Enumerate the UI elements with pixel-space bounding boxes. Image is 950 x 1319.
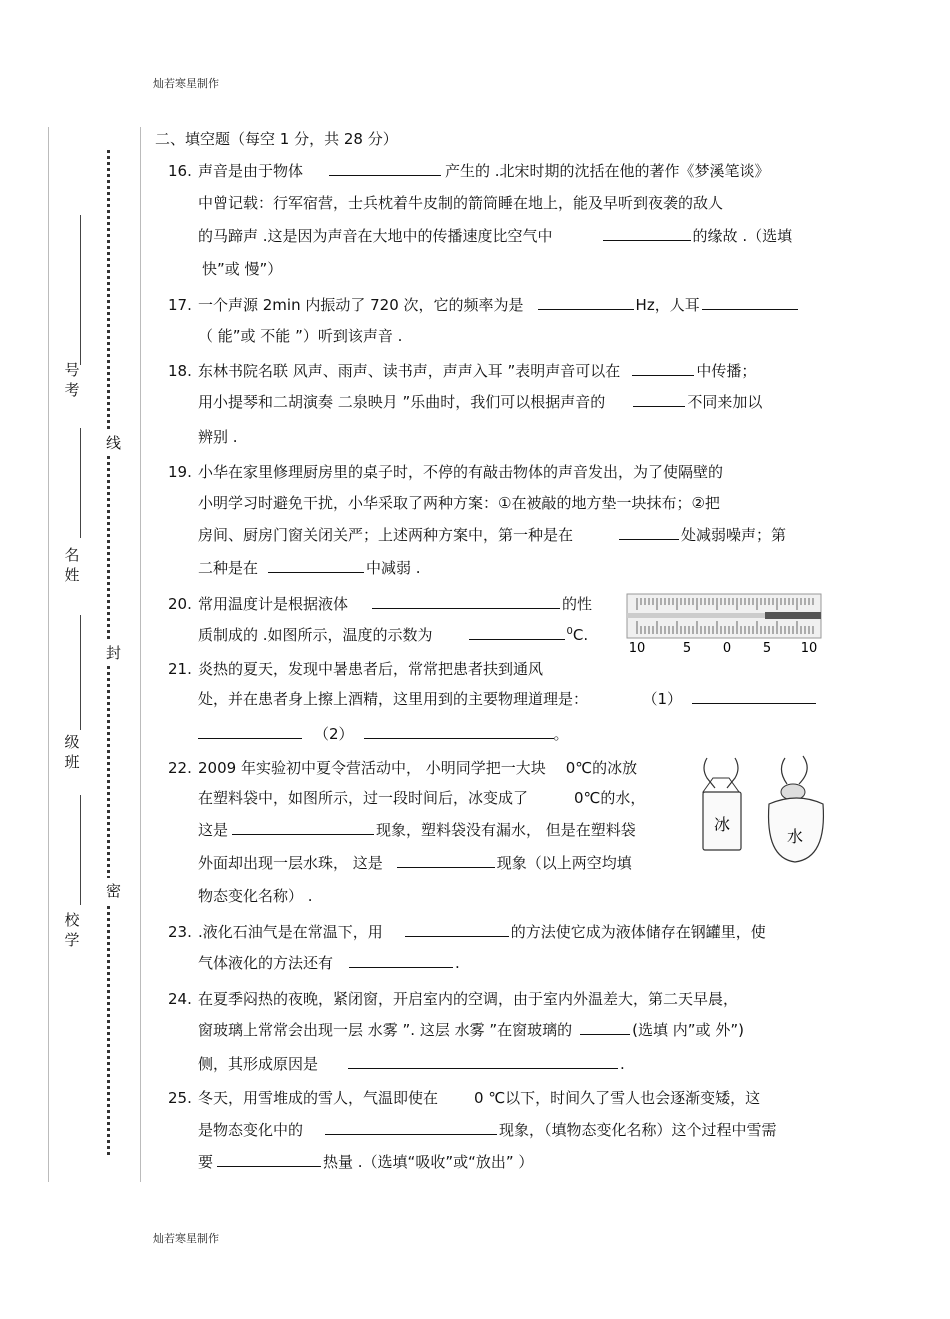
text: 0℃的水， [574, 789, 646, 807]
q22-line-5: 物态变化名称） . [198, 887, 313, 905]
label-class: 级班 [64, 733, 80, 771]
q22-line-3 [198, 819, 636, 840]
q16-line-1 [168, 160, 770, 181]
text: 现象，塑料袋没有漏水， 但是在塑料袋 [376, 821, 636, 839]
seal-word-secret: 密 [106, 878, 121, 903]
text: 声音是由于物体 [198, 162, 304, 180]
hand-right [799, 756, 807, 784]
answer-blank[interactable] [372, 594, 560, 609]
text: 冬天，用雪堆成的雪人，气温即使在 [198, 1089, 439, 1107]
label-school: 校学 [64, 911, 80, 949]
question-number: 17. [168, 296, 192, 314]
q20-line-2 [198, 624, 588, 645]
text: Hz，人耳 [635, 296, 700, 314]
question-number: 23. [168, 923, 192, 941]
answer-blank[interactable] [692, 689, 816, 704]
answer-blank[interactable] [405, 922, 509, 937]
q17-line-2: （ 能”或 不能 ”）听到该声音 . [198, 327, 403, 345]
text: 炎热的夏天，发现中暑患者后，常常把患者扶到通风 [198, 660, 544, 678]
thermometer-figure [625, 590, 825, 658]
q21-line-1 [168, 658, 543, 679]
text: 现象，（填物态变化名称）这个过程中雪需 [499, 1121, 777, 1139]
question-number: 19. [168, 463, 192, 481]
text: 小华在家里修理厨房里的桌子时，不停的有敲击物体的声音发出，为了使隔壁的 [198, 463, 724, 481]
hand-right [781, 758, 787, 784]
q25-line-1 [168, 1087, 760, 1108]
scale-label: 10 [800, 641, 818, 656]
answer-blank[interactable] [538, 295, 634, 310]
answer-blank[interactable] [397, 853, 495, 868]
text: . [620, 1055, 625, 1073]
q24-line-1 [168, 988, 738, 1009]
q18-line-2 [198, 391, 762, 412]
q25-line-2 [198, 1119, 777, 1140]
answer-blank[interactable] [325, 1120, 497, 1135]
question-number: 20. [168, 595, 192, 613]
scale-label: 10 [628, 641, 646, 656]
text: 在夏季闷热的夜晚，紧闭窗，开启室内的空调，由于室内外温差大，第二天早晨， [198, 990, 739, 1008]
text: 现象（以上两空均填 [496, 854, 632, 872]
header-text: 灿若寒星制作 [153, 77, 219, 90]
footer-text: 灿若寒星制作 [153, 1232, 219, 1245]
ice-bag-figure [685, 748, 837, 868]
text: 质制成的 .如图所示，温度的示数为 [198, 626, 433, 644]
text: 产生的 .北宋时期的沈括在他的著作《梦溪笔谈》 [445, 162, 770, 180]
question-number: 16. [168, 162, 192, 180]
scale-label: 5 [682, 641, 692, 656]
q20-line-1 [168, 593, 592, 614]
q16-line-2: 中曾记载：行军宿营，士兵枕着牛皮制的箭筒睡在地上，能及早听到夜袭的敌人 [198, 194, 724, 212]
text: 热量 .（选填“吸收”或“放出” ） [323, 1153, 534, 1171]
text: 0 ℃以下，时间久了雪人也会逐渐变矮，这 [474, 1089, 761, 1107]
text: 的马蹄声 .这是因为声音在大地中的传播速度比空气中 [198, 227, 553, 245]
q23-line-1 [168, 921, 766, 942]
text: 要 [198, 1153, 214, 1171]
question-number: 24. [168, 990, 192, 1008]
q19-line-1 [168, 461, 723, 482]
water-label: 水 [786, 827, 804, 846]
text: 用小提琴和二胡演奏 二泉映月 ”乐曲时，我们可以根据声音的 [198, 393, 606, 411]
section-title: 二、填空题（每空 1 分，共 28 分） [155, 130, 398, 148]
answer-blank[interactable] [268, 558, 364, 573]
q24-line-3 [198, 1053, 625, 1074]
text: 是物态变化中的 [198, 1121, 304, 1139]
answer-blank[interactable] [364, 724, 554, 739]
seal-word-seal: 封 [106, 640, 121, 665]
q21-line-2 [198, 688, 816, 709]
q18-line-1 [168, 360, 756, 381]
q16-line-3 [198, 225, 792, 246]
text: 常用温度计是根据液体 [198, 595, 349, 613]
text: 侧，其形成原因是 [198, 1055, 319, 1073]
text: . [455, 954, 460, 972]
text: 二种是在 [198, 559, 259, 577]
field-line-1 [80, 215, 81, 365]
text: 的性 [562, 595, 593, 613]
answer-blank[interactable] [349, 953, 453, 968]
text: 中传播； [696, 362, 757, 380]
q16-line-4: 快”或 慢”） [202, 260, 283, 278]
label-exam-number: 号考 [64, 361, 80, 399]
q21-line-3 [198, 723, 569, 744]
text: 2009 年实验初中夏令营活动中， 小明同学把一大块 [198, 759, 546, 777]
field-line-3 [80, 615, 81, 730]
text: 处，并在患者身上擦上酒精，这里用到的主要物理道理是： [198, 690, 589, 708]
text: 的缘故 .（选填 [692, 227, 793, 245]
answer-blank[interactable] [329, 161, 441, 176]
q25-line-3 [198, 1151, 533, 1172]
q19-line-3 [198, 524, 786, 545]
text: 0℃的冰放 [565, 759, 638, 777]
answer-blank[interactable] [198, 724, 302, 739]
q19-line-4 [198, 557, 421, 578]
answer-blank[interactable] [633, 392, 685, 407]
scale-label: 0 [722, 641, 732, 656]
thermometer-liquid [765, 612, 821, 619]
text: 的方法使它成为液体储存在钢罐里，使 [510, 923, 766, 941]
answer-blank[interactable] [217, 1152, 321, 1167]
answer-blank[interactable] [348, 1054, 618, 1069]
q23-line-2 [198, 952, 460, 973]
text: 外面却出现一层水珠， 这是 [198, 854, 383, 872]
q22-line-1 [168, 757, 637, 778]
answer-blank[interactable] [632, 361, 694, 376]
q22-line-4 [198, 852, 632, 873]
answer-blank[interactable] [619, 525, 679, 540]
margin-left-rule [48, 127, 49, 1182]
answer-blank[interactable] [702, 295, 798, 310]
text: 在塑料袋中，如图所示，过一段时间后，冰变成了 [198, 789, 529, 807]
q17-line-1 [168, 294, 798, 315]
q24-line-2 [198, 1019, 744, 1040]
text: 窗玻璃上常常会出现一层 水雾 ”. 这层 水雾 ”在窗玻璃的 [198, 1021, 573, 1039]
text: .液化石油气是在常温下，用 [198, 923, 383, 941]
text: （2） [314, 725, 354, 743]
text: 东林书院名联 风声、雨声、读书声，声声入耳 ”表明声音可以在 [198, 362, 621, 380]
text: C. [572, 626, 589, 644]
text: 房间、厨房门窗关闭关严；上述两种方案中，第一种是在 [198, 526, 574, 544]
answer-blank[interactable] [603, 226, 691, 241]
field-line-4 [80, 795, 81, 905]
q22-line-2 [198, 787, 645, 808]
text: 不同来加以 [687, 393, 763, 411]
text: 处减弱噪声；第 [681, 526, 787, 544]
text: 中减弱 . [366, 559, 421, 577]
q19-line-2: 小明学习时避免干扰，小华采取了两种方案：①在被敲的地方垫一块抹布；②把 [198, 494, 720, 512]
text: (选填 内”或 外”) [632, 1021, 744, 1039]
text: （1） [650, 690, 683, 708]
text: 。 [553, 725, 569, 743]
answer-blank[interactable] [469, 625, 565, 640]
answer-blank[interactable] [232, 820, 374, 835]
degree-superscript: 0 [566, 626, 573, 637]
question-number: 25. [168, 1089, 192, 1107]
seal-word-line: 线 [106, 430, 121, 455]
q18-line-3: 辨别 . [198, 428, 238, 446]
text: 气体液化的方法还有 [198, 954, 334, 972]
scale-label: 5 [762, 641, 772, 656]
question-number: 21. [168, 660, 192, 678]
field-line-2 [80, 428, 81, 538]
margin-right-rule [140, 127, 141, 1182]
ice-label: 冰 [713, 815, 731, 834]
label-name: 名姓 [64, 546, 80, 584]
question-number: 22. [168, 759, 192, 777]
answer-blank[interactable] [580, 1020, 630, 1035]
question-number: 18. [168, 362, 192, 380]
text: 这是 [198, 821, 229, 839]
text: 一个声源 2min 内振动了 720 次，它的频率为是 [198, 296, 524, 314]
